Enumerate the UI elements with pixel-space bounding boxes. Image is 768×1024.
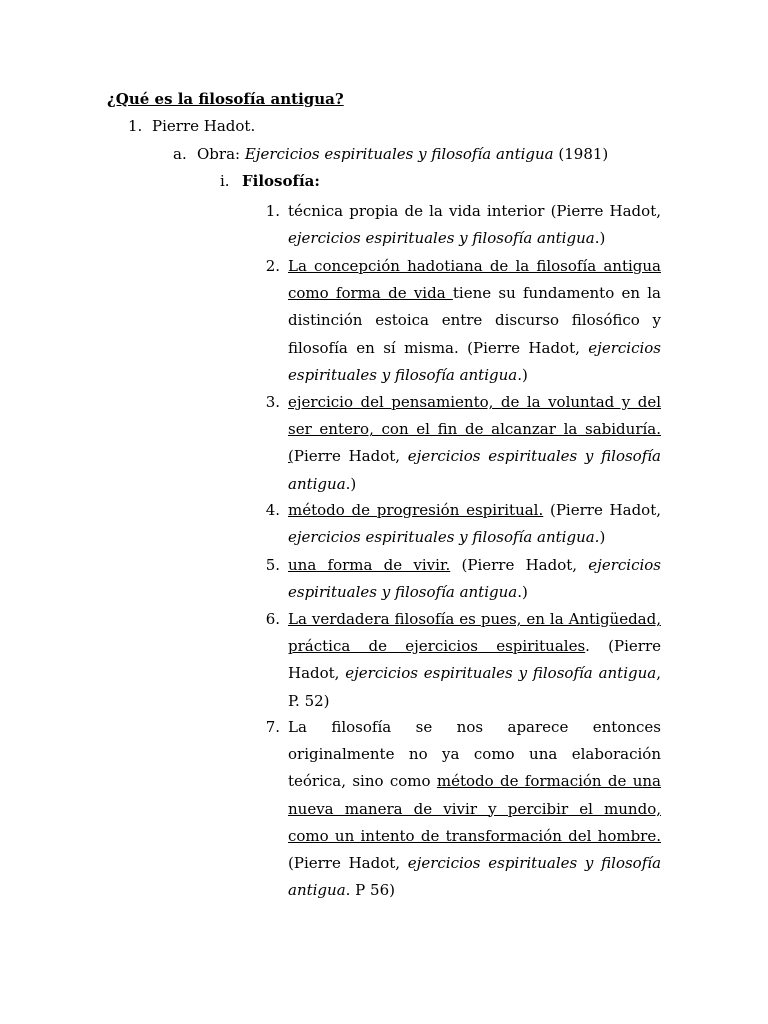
- level2-marker: a.: [173, 145, 187, 163]
- list-item-number: 6.: [265, 610, 280, 628]
- list-item-text: [288, 198, 661, 252]
- list-item-number: 2.: [265, 257, 280, 275]
- level3-marker: i.: [220, 172, 230, 190]
- level1-text: Pierre Hadot.: [152, 117, 256, 135]
- text-segment: (Pierre Hadot,: [543, 501, 662, 519]
- citation-title: ejercicios espirituales y filosofía antigua: [288, 338, 661, 384]
- list-item-text: [288, 497, 661, 551]
- level1-marker: 1.: [128, 117, 143, 135]
- underlined-text: La verdadera filosofía es pues, en la Antigüedad, práctica de ejercicios espirituales: [288, 610, 661, 656]
- underlined-text: ejercicio del pensamiento, de la voluntad y del ser entero, con el fin de alcanzar la sabiduría. (: [288, 393, 661, 466]
- list-item-number: 3.: [265, 393, 280, 411]
- text-segment: tiene su fundamento en la distinción estoica entre discurso filosófico y filosofía en sí misma. (Pierre Hadot,: [288, 284, 661, 357]
- level2-text: [197, 144, 608, 164]
- text-segment: .): [517, 365, 528, 384]
- text-segment: , P. 52): [288, 664, 661, 710]
- underlined-text: una forma de vivir.: [288, 556, 451, 574]
- outline-level3: [220, 171, 320, 191]
- level2-year: (1981): [553, 145, 609, 163]
- underlined-text: método de formación de una nueva manera de vivir y percibir el mundo, como un intento de transformación del hombre.: [288, 772, 661, 845]
- text-segment: .): [517, 583, 528, 602]
- list-item-number: 1.: [265, 202, 280, 220]
- outline-level2: [173, 144, 609, 164]
- citation-title: ejercicios espirituales y filosofía antigua.: [288, 528, 600, 547]
- citation-title: ejercicios espirituales y filosofía antigua: [345, 664, 657, 683]
- page-title: ¿Qué es la filosofía antigua?: [107, 90, 344, 108]
- text-segment: técnica propia de la vida interior (Pierre Hadot,: [288, 202, 661, 220]
- list-item-number: 7.: [265, 718, 280, 736]
- outline-level1: [128, 116, 256, 136]
- text-segment: (Pierre Hadot,: [450, 556, 589, 574]
- text-segment: (Pierre Hadot,: [288, 854, 408, 873]
- list-item-text: [288, 606, 661, 715]
- text-segment: ): [599, 528, 606, 547]
- text-segment: . (Pierre Hadot,: [288, 637, 662, 683]
- text-segment: .): [345, 474, 357, 493]
- citation-title: ejercicios espirituales y filosofía antigua: [288, 854, 662, 900]
- level3-text: Filosofía:: [242, 172, 320, 190]
- text-segment: .): [594, 229, 606, 248]
- citation-title: ejercicios espirituales y filosofía antigua: [288, 447, 661, 493]
- underlined-text: La concepción hadotiana de la filosofía antigua como forma de vida: [288, 257, 661, 303]
- text-segment: . P 56): [345, 881, 395, 900]
- list-item-text: [288, 552, 661, 606]
- list-item-text: [288, 253, 661, 389]
- list-item-number: 4.: [265, 501, 280, 519]
- list-item-number: 5.: [265, 556, 280, 574]
- list-item-text: [288, 714, 661, 904]
- level2-work-title: Ejercicios espirituales y filosofía antigua: [244, 145, 554, 163]
- underlined-text: método de progresión espiritual.: [288, 501, 544, 519]
- citation-title: ejercicios espirituales y filosofía antigua: [288, 229, 595, 248]
- list-item-text: [288, 389, 661, 498]
- level2-prefix: Obra:: [197, 145, 245, 163]
- text-segment: La filosofía se nos aparece entonces originalmente no ya como una elaboración teórica, sino como: [288, 718, 661, 791]
- text-segment: Pierre Hadot,: [293, 447, 408, 466]
- citation-title: ejercicios espirituales y filosofía antigua: [288, 556, 661, 602]
